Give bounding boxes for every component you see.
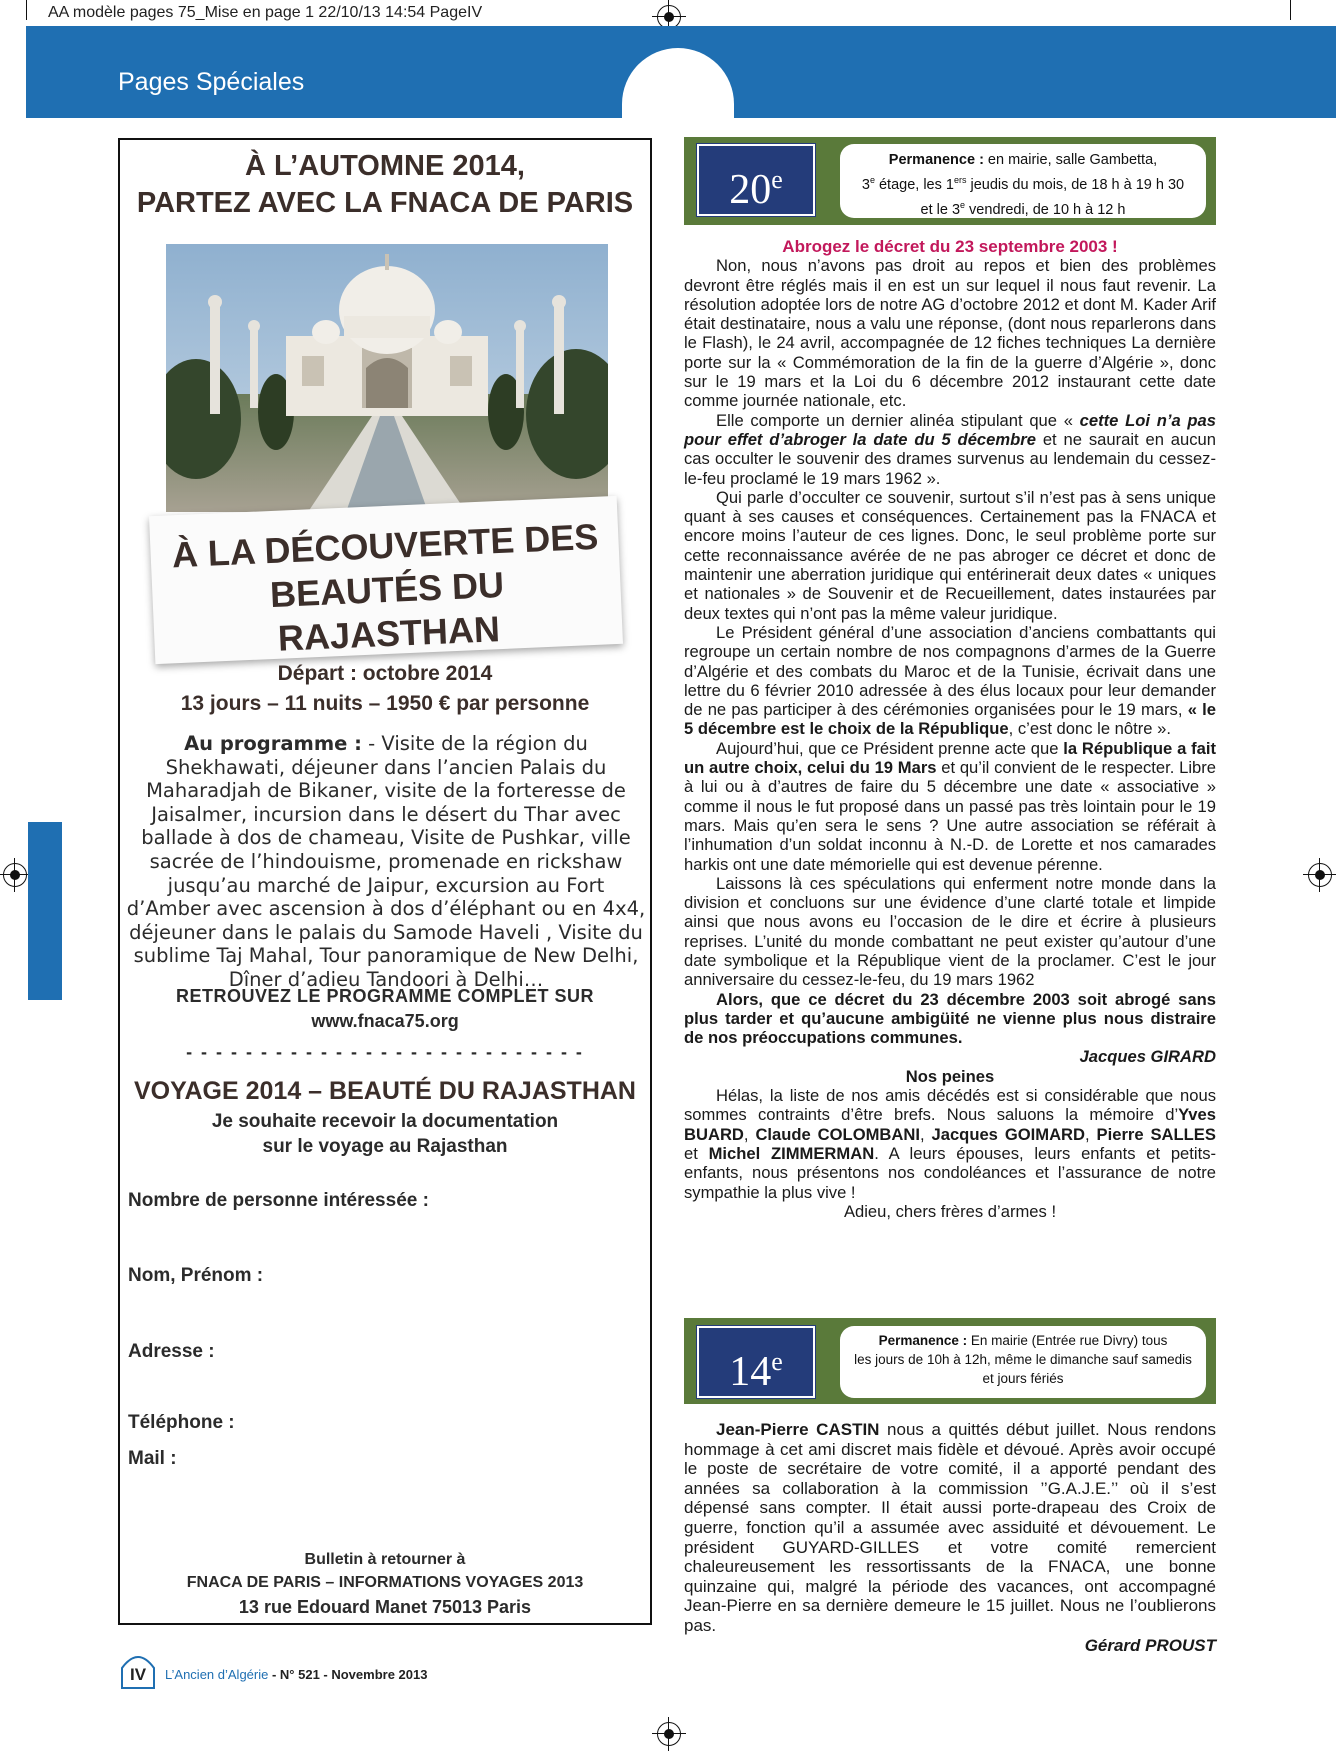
arr-number: 20 bbox=[729, 167, 772, 213]
arrondissement-badge-14 bbox=[697, 1326, 815, 1398]
permanence-text-20 bbox=[840, 144, 1206, 218]
arrondissement-badge-20 bbox=[697, 144, 815, 216]
peines-title: Nos peines bbox=[905, 1066, 995, 1086]
perm-line: et jours fériés bbox=[982, 1371, 1064, 1386]
taj-mahal-photo bbox=[166, 244, 608, 512]
programme-label: Au programme : bbox=[184, 732, 362, 755]
ad-banner-line-2: BEAUTÉS DU RAJASTHAN bbox=[269, 563, 505, 659]
ad-banner-line-1: À LA DÉCOUVERTE DES bbox=[171, 515, 600, 576]
registration-mark-icon bbox=[3, 863, 27, 887]
perm-line: les jours de 10h à 12h, même le dimanche sauf samedis bbox=[854, 1352, 1192, 1367]
return-line-2: FNACA DE PARIS – INFORMATIONS VOYAGES 2013 bbox=[186, 1574, 584, 1591]
side-tab bbox=[28, 822, 62, 1000]
adieu-line: Adieu, chers frères d’armes ! bbox=[843, 1201, 1057, 1221]
return-line-1: Bulletin à retourner à bbox=[304, 1551, 466, 1568]
article-paragraph: Alors, que ce décret du 23 décembre 2003 soit abrogé sans plus tarder et qu’aucune ambigüité ne vienne plus nous distraire de nos préoccupations communes. bbox=[684, 989, 1216, 1048]
article-20 bbox=[684, 237, 1216, 1221]
article-paragraph: Qui parle d’occulter ce souvenir, surtout s’il n’est pas à sens unique quant à ses causes et conséquences. Certainement pas la FNACA et encore moins l’auteur de ces lignes. Donc, le seul problème porte sur cette reconnaissance avérée de ne pas abroger ce décret et donc de maintenir une aberration juridique qui entérinerait deux dates « uniques et nationales » de Souvenir et de Recueillement, dates instaurées par deux textes qui n’ont pas la même valeur juridique. bbox=[684, 487, 1216, 623]
form-subtitle-1: Je souhaite recevoir la documentation bbox=[211, 1111, 559, 1132]
footer-brand: L’Ancien d’Algérie bbox=[165, 1667, 269, 1682]
ad-departure: Départ : octobre 2014 bbox=[277, 662, 493, 685]
arr-suffix: e bbox=[771, 1347, 783, 1376]
article-paragraph: Jean-Pierre CASTIN nous a quittés début juillet. Nous rendons hommage à cet ami discret mais fidèle et dévoué. Après avoir occupé le poste de secrétaire de votre comité, il a apporté pendant des années sa collaboration à la commission ’’G.A.J.E.’’ où il s’est dépensé sans compter. Il était aussi porte-drapeau des Croix de guerre, fonction qu’il a assumée avec assiduité et dévouement. Le président GUYARD-GILLES et votre comité remercient chaleureusement les ressortissants de la FNACA, une bonne quinzaine qui, malgré la période des vacances, ont accompagné Jean-Pierre en sa dernière demeure le 15 juillet. Nous ne l’oublierons pas. bbox=[684, 1420, 1216, 1635]
cut-line: - - - - - - - - - - - - - - - - - - - - - - - - - - - bbox=[186, 1042, 584, 1062]
article-paragraph: Elle comporte un dernier alinéa stipulant que « cette Loi n’a pas pour effet d’abroger la date du 5 décembre et ne saurait en aucun cas occulter le souvenir des drames survenus au lendemain du cessez-le-feu proclamé le 19 mars 1962 ». bbox=[684, 410, 1217, 488]
article-paragraph: Le Président général d’une association d’anciens combattants qui regroupe un certain nombre de nos compagnons d’armes de la Guerre d’Algérie et des combats du Maroc et de la Tunisie, écrivait dans une lettre du 6 février 2010 adressée à des élus locaux pour leur demander de ne pas participer à des cérémonies organisées pour le 19 mars, « le 5 décembre est le choix de la République, c’est donc le nôtre ». bbox=[684, 622, 1216, 739]
field-name-label: Nom, Prénom : bbox=[128, 1265, 264, 1286]
perm-line: et le 3 bbox=[920, 201, 961, 218]
ad-web-line-1: RETROUVEZ LE PROGRAMME COMPLET SUR bbox=[175, 986, 594, 1006]
article-paragraph: Non, nous n’avons pas droit au repos et bien des problèmes devront être réglés mais il en est un sur lequel il nous faut revenir. La résolution adoptée lors de notre AG d’octobre 2012 et dont M. Kader Arif était destinataire, nous a valu une réponse, (dont nous reparlerons dans le Flash), le 24 avril, accompagnée de 12 fiches techniques La dernière porte sur la « Commémoration de la fin de la guerre d’Algérie », donc sur le 19 mars et la Loi du 6 décembre 2012 instaurant cette date comme journée nationale, etc. bbox=[684, 256, 1216, 411]
signature-proust: Gérard PROUST bbox=[1084, 1635, 1216, 1655]
return-line-3: 13 rue Edouard Manet 75013 Paris bbox=[238, 1597, 532, 1617]
crop-mark bbox=[1290, 0, 1291, 20]
article-14 bbox=[684, 1420, 1216, 1655]
ad-programme bbox=[126, 732, 646, 992]
ad-headline-line-2: PARTEZ AVEC LA FNACA DE PARIS bbox=[136, 187, 634, 219]
ad-headline-line-1: À L’AUTOMNE 2014, bbox=[245, 150, 525, 182]
perm-line: vendredi, de 10 h à 12 h bbox=[965, 201, 1126, 218]
arr-number: 14 bbox=[729, 1349, 772, 1395]
registration-mark-icon bbox=[1308, 863, 1332, 887]
ad-banner-title bbox=[159, 514, 614, 666]
permanence-text-14 bbox=[840, 1326, 1206, 1398]
perm-line: étage, les 1 bbox=[874, 176, 954, 193]
perm-sup: e bbox=[869, 175, 875, 185]
article-paragraph: Laissons là ces spéculations qui enferment notre monde dans la division et concluons sur une évidence d’une clarté totale et limpide ainsi que nous avons eu l’occasion de le dire et écrire à plusieurs reprises. L’unité du monde combattant ne peut exister qu’autour d’une date symbolique et la République vient de la proclamer. C’est le jour anniversaire du cessez-le-feu, du 19 mars 1962 bbox=[684, 873, 1216, 990]
perm-label: Permanence : bbox=[878, 1333, 968, 1348]
perm-line: 3 bbox=[861, 176, 870, 193]
print-slug: AA modèle pages 75_Mise en page 1 22/10/13 14:54 PageIV bbox=[48, 4, 483, 21]
signature-girard: Jacques GIRARD bbox=[1079, 1047, 1216, 1067]
programme-text: - Visite de la région du Shekhawati, déjeuner dans l’ancien Palais du Maharadjah de Bikaner, visite de la forteresse de Jaisalmer, incursion dans le désert du Thar avec ballade à dos de chameau, Visite de Pushkar, ville sacrée de l’hindouisme, promenade en rickshaw jusqu’au marché de Jaipur, excursion au Fort d’Amber avec ascension à dos d’éléphant ou en 4x4, déjeuner dans le palais du Samode Haveli , Visite du sublime Taj Mahal, Tour panoramique de New Delhi, Dîner d’adieu Tandoori à Delhi… bbox=[126, 732, 646, 991]
perm-line: jeudis du mois, de 18 h à 19 h 30 bbox=[966, 176, 1185, 193]
page-number: IV bbox=[129, 1665, 147, 1684]
field-count-label: Nombre de personne intéressée : bbox=[128, 1190, 429, 1211]
footer-issue: - N° 521 - Novembre 2013 bbox=[268, 1667, 428, 1682]
perm-sup: e bbox=[960, 199, 966, 210]
page-section-title: Pages Spéciales bbox=[118, 68, 305, 96]
perm-sup: ers bbox=[953, 175, 967, 185]
peines-paragraph: Hélas, la liste de nos amis décédés est si considérable que nous sommes contraints d’être brefs. Nous saluons la mémoire d’Yves BUARD, Claude COLOMBANI, Jacques GOIMARD, Pierre SALLES et Michel ZIMMERMAN. A leurs épouses, leurs enfants et petits-enfants, nous présentons nos condoléances et l’assurance de notre sympathie la plus vive ! bbox=[684, 1086, 1217, 1202]
form-title: VOYAGE 2014 – BEAUTÉ DU RAJASTHAN bbox=[134, 1077, 636, 1105]
article-paragraph: Aujourd’hui, que ce Président prenne acte que la République a fait un autre choix, celui du 19 Mars et qu’il convient de le respecter. Libre à lui ou à d’autres de faire du 5 décembre une date « associative » comme il nous le fut proposé dans un passé pas très lointain pour le 19 mars. Mais qu’en sera le sens ? Une autre association se référait à l’inhumation d’un soldat inconnu à N.-D. de Lorette et nos camarades harkis ont une date mémorielle qui est devenue pérenne. bbox=[684, 738, 1216, 874]
perm-label: Permanence : bbox=[888, 152, 984, 168]
registration-mark-icon bbox=[657, 1722, 681, 1746]
ad-duration-price: 13 jours – 11 nuits – 1950 € par personne bbox=[180, 692, 590, 715]
ad-web-link[interactable]: www.fnaca75.org bbox=[311, 1011, 459, 1031]
article-title: Abrogez le décret du 23 septembre 2003 ! bbox=[782, 237, 1118, 256]
arr-suffix: e bbox=[771, 165, 783, 194]
field-mail-label: Mail : bbox=[128, 1448, 177, 1469]
perm-line: En mairie (Entrée rue Divry) tous bbox=[967, 1333, 1168, 1348]
footer-publication bbox=[165, 1667, 427, 1682]
field-phone-label: Téléphone : bbox=[128, 1412, 235, 1433]
perm-line: en mairie, salle Gambetta, bbox=[983, 152, 1158, 168]
field-address-label: Adresse : bbox=[128, 1341, 215, 1362]
form-subtitle-2: sur le voyage au Rajasthan bbox=[262, 1136, 508, 1157]
crop-mark bbox=[26, 0, 27, 20]
